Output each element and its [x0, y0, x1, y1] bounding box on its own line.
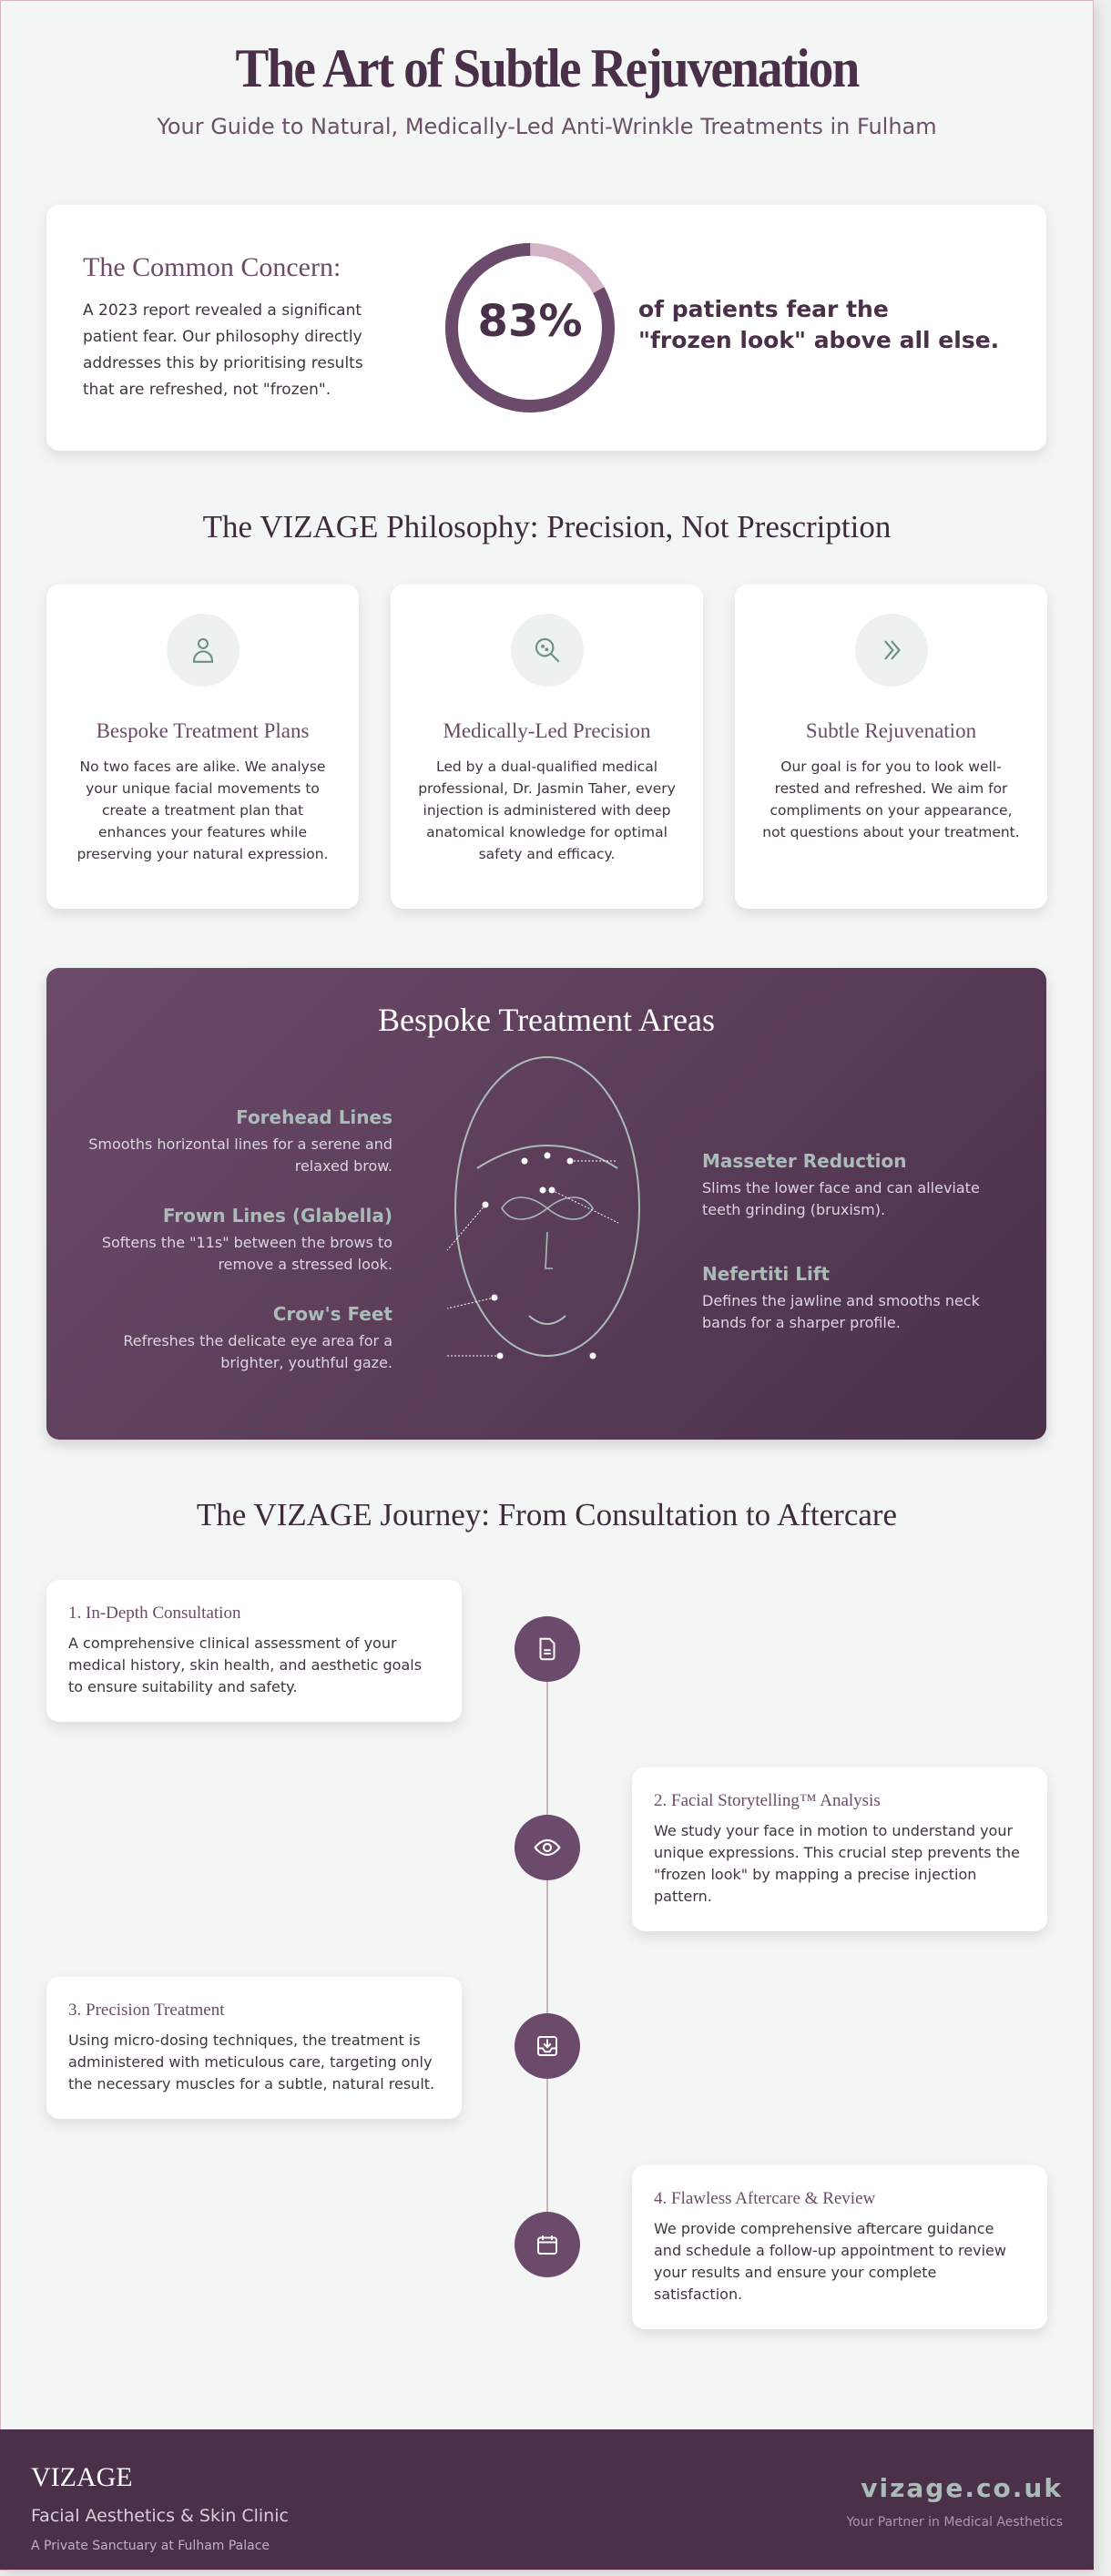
area-body: Softens the "11s" between the brows to remove a stressed look.: [101, 1234, 392, 1273]
footer-tagline: Facial Aesthetics & Skin Clinic: [31, 2506, 289, 2526]
calendar-icon: [515, 2212, 580, 2277]
area-masseter-reduction: [702, 1150, 1012, 1221]
footer-url-link[interactable]: vizage.co.uk: [861, 2473, 1063, 2503]
philosophy-card: [735, 585, 1047, 909]
footer: [0, 2429, 1094, 2570]
step-title: 4. Flawless Aftercare & Review: [654, 2189, 876, 2208]
area-body: Slims the lower face and can alleviate teeth grinding (bruxism).: [702, 1179, 980, 1218]
card-title: Bespoke Treatment Plans: [96, 719, 310, 742]
card-title: Subtle Rejuvenation: [805, 719, 977, 742]
treatment-areas-panel: [46, 968, 1046, 1440]
step-body: We study your face in motion to understand your unique expressions. This crucial step prevents the "frozen look" by mapping a precise injection pattern.: [654, 1822, 1020, 1905]
area-title: Forehead Lines: [236, 1106, 392, 1128]
timeline-line: [546, 1649, 548, 2250]
area-crows-feet: [83, 1303, 392, 1374]
fear-statement: [638, 294, 999, 356]
fear-line-1: of patients fear the: [638, 296, 889, 322]
concern-heading: The Common Concern:: [83, 252, 341, 282]
concern-body: A 2023 report revealed a significant patient fear. Our philosophy directly addresses this by prioritising results that are refreshed, not "frozen".: [83, 301, 363, 399]
page-subtitle: Your Guide to Natural, Medically-Led Anti-Wrinkle Treatments in Fulham: [157, 114, 937, 139]
area-body: Refreshes the delicate eye area for a brighter, youthful gaze.: [123, 1332, 392, 1371]
philosophy-heading: The VIZAGE Philosophy: Precision, Not Prescription: [202, 509, 892, 545]
card-body: No two faces are alike. We analyse your unique facial movements to create a treatment plan that enhances your features while preserving your natural expression.: [76, 759, 329, 862]
journey-step: [46, 1580, 462, 1722]
step-title: 1. In-Depth Consultation: [68, 1604, 241, 1623]
journey-heading: The VIZAGE Journey: From Consultation to Aftercare: [196, 1497, 898, 1532]
page-title: The Art of Subtle Rejuvenation: [235, 38, 859, 98]
percent-label: 83%: [477, 296, 583, 347]
fear-line-2: "frozen look" above all else.: [638, 327, 1000, 353]
area-title: Masseter Reduction: [702, 1150, 907, 1172]
footer-location: A Private Sanctuary at Fulham Palace: [31, 2539, 270, 2553]
step-body: We provide comprehensive aftercare guidance and schedule a follow-up appointment to review your results and ensure your complete satisfaction.: [654, 2220, 1006, 2303]
step-title: 2. Facial Storytelling™ Analysis: [654, 1791, 881, 1810]
journey-step: [46, 1977, 462, 2119]
area-nefertiti-lift: [702, 1263, 1012, 1334]
area-body: Defines the jawline and smooths neck bands for a sharper profile.: [702, 1292, 980, 1331]
card-title: Medically-Led Precision: [443, 719, 651, 742]
areas-heading: Bespoke Treatment Areas: [378, 1002, 715, 1038]
concern-card: [46, 205, 1046, 451]
footer-brand: VIZAGE: [31, 2462, 133, 2492]
area-title: Crow's Feet: [272, 1303, 392, 1325]
card-body: Led by a dual-qualified medical professional, Dr. Jasmin Taher, every injection is administered with deep anatomical knowledge for optimal safety and efficacy.: [418, 759, 676, 862]
step-title: 3. Precision Treatment: [68, 2001, 225, 2020]
journey-step: [632, 2165, 1047, 2329]
area-forehead-lines: [83, 1106, 392, 1177]
document-icon: [515, 1616, 580, 1682]
footer-slogan: Your Partner in Medical Aesthetics: [846, 2515, 1063, 2530]
philosophy-card: [46, 585, 359, 909]
area-frown-lines: [83, 1205, 392, 1276]
person-icon: [167, 614, 240, 687]
area-title: Frown Lines (Glabella): [162, 1205, 392, 1227]
card-body: Our goal is for you to look well-rested and refreshed. We aim for compliments on your appearance, not questions about your treatment.: [762, 759, 1020, 840]
philosophy-card: [391, 585, 703, 909]
eye-icon: [515, 1815, 580, 1880]
area-body: Smooths horizontal lines for a serene and relaxed brow.: [88, 1135, 392, 1175]
journey-step: [632, 1767, 1047, 1931]
area-title: Nefertiti Lift: [702, 1263, 831, 1285]
magnifier-icon: [511, 614, 584, 687]
step-body: Using micro-dosing techniques, the treatment is administered with meticulous care, targeting only the necessary muscles for a subtle, natural result.: [68, 2031, 435, 2092]
step-body: A comprehensive clinical assessment of your medical history, skin health, and aesthetic goals to ensure suitability and safety.: [68, 1634, 423, 1695]
double-chevron-icon: [855, 614, 928, 687]
inbox-download-icon: [515, 2013, 580, 2079]
